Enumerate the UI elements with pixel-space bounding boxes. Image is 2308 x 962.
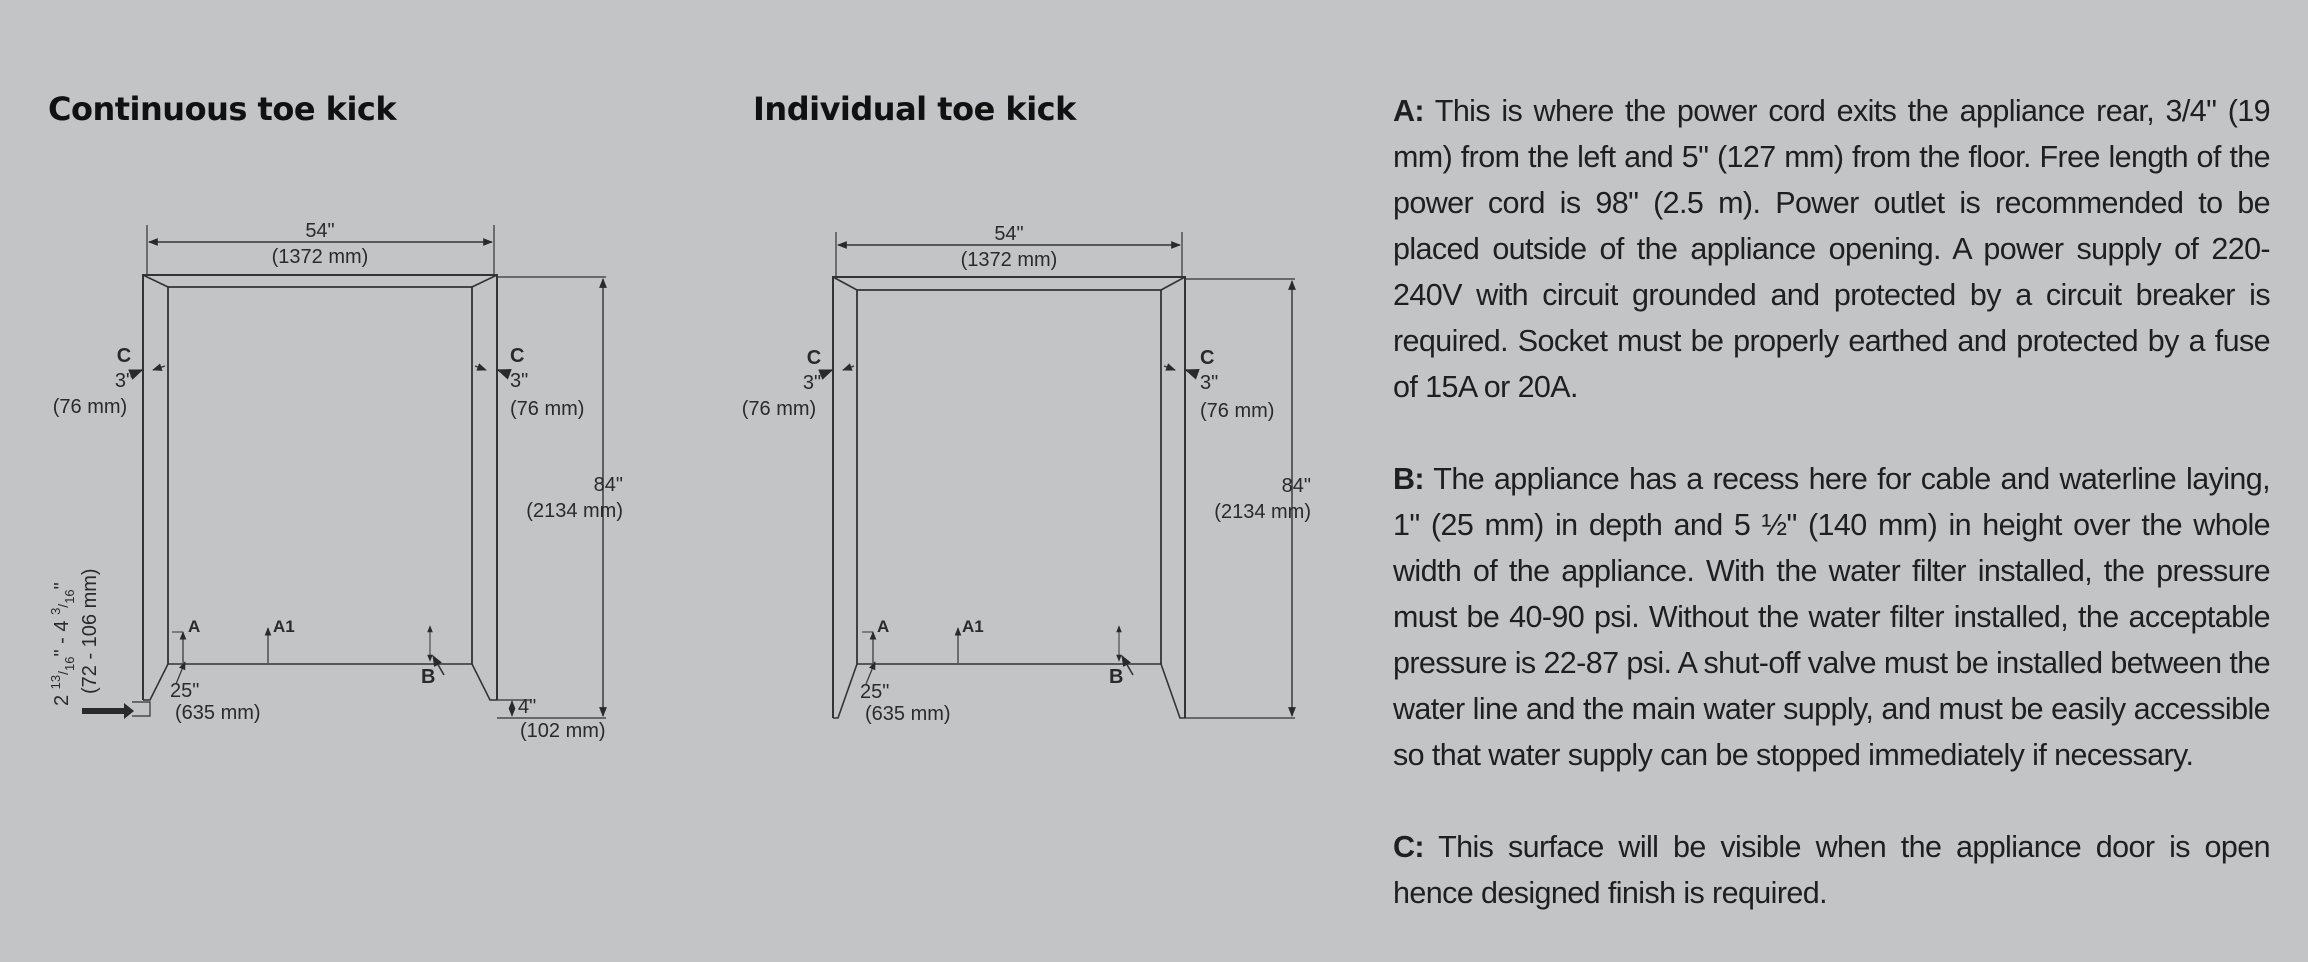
toe-kick-range-label-mm: (72 - 106 mm) (79, 568, 101, 694)
width-label-in: 54" (305, 220, 335, 242)
right-foot (472, 664, 497, 700)
note-c (1393, 824, 2270, 916)
toe-kick-label-mm: (102 mm) (520, 720, 606, 742)
width-label-mm: (1372 mm) (271, 246, 369, 268)
b-label: B (421, 666, 436, 688)
note-a-key: A: (1393, 94, 1424, 128)
side-label-left-mm: (76 mm) (741, 398, 817, 420)
frame-outer (833, 277, 1185, 718)
c-arrow-right-inner (1164, 366, 1175, 370)
toe-kick-recess (132, 702, 150, 716)
toe-kick-range-label-in (48, 582, 77, 706)
height-label-in: 84" (1281, 475, 1311, 497)
note-b-text: The appliance has a recess here for cable and waterline laying, 1" (25 mm) in depth and 5 ½" (140 mm) in height over the whole width of the appliance. With the water filter installed, the pressure must be 40-90 psi. Without the water filter installed, the acceptable pressure is 22-87 psi. A shut-off valve must be installed between the water line and the main water supply, and must be easily accessible so that water supply can be stopped immediately if necessary. (1393, 462, 2270, 772)
side-label-left-in: 3" (114, 370, 134, 392)
frame-mitre-left (833, 277, 857, 290)
side-label-left-mm: (76 mm) (52, 396, 128, 418)
side-label-right-in: 3" (1200, 372, 1219, 394)
frame-inner (168, 287, 472, 664)
continuous-toe-kick-title: Continuous toe kick (48, 90, 397, 128)
c-arrow-left-inner (153, 366, 165, 370)
c-label-left: C (116, 345, 132, 367)
c-arrow-left-outer (822, 370, 832, 374)
c-label-right: C (1200, 347, 1215, 369)
individual-toe-kick-title: Individual toe kick (753, 90, 1076, 128)
note-c-text: This surface will be visible when the appliance door is open hence designed finish is required. (1393, 830, 2270, 910)
a-label: A (188, 617, 201, 636)
height-label-mm: (2134 mm) (1214, 501, 1311, 523)
note-b-key: B: (1393, 462, 1424, 496)
left-foot (143, 664, 168, 700)
depth-label-mm: (635 mm) (865, 703, 951, 725)
depth-label-in: 25" (170, 680, 200, 702)
individual-labels (742, 223, 1311, 725)
c-label-right: C (510, 345, 525, 367)
depth-label-in: 25" (860, 681, 890, 703)
height-label-in: 84" (593, 474, 623, 496)
b-arrow (1122, 656, 1133, 675)
note-c-key: C: (1393, 830, 1424, 864)
side-label-right-mm: (76 mm) (510, 398, 585, 420)
width-label-in: 54" (994, 223, 1024, 245)
frame-outer (143, 275, 497, 700)
left-foot (833, 664, 857, 718)
notes-panel (1393, 88, 2270, 962)
toe-kick-range-arrow (82, 703, 134, 719)
frame-mitre-left (143, 275, 168, 287)
frame-mitre-right (1161, 277, 1185, 290)
width-label-mm: (1372 mm) (960, 249, 1058, 271)
a1-label: A1 (273, 617, 295, 636)
a-label: A (877, 617, 890, 636)
continuous-toe-kick-diagram (82, 225, 606, 719)
note-a (1393, 88, 2270, 410)
c-label-left: C (806, 347, 822, 369)
side-label-left-in: 3" (802, 372, 822, 394)
c-arrow-right-inner (475, 366, 486, 370)
side-label-right-mm: (76 mm) (1200, 400, 1275, 422)
b-label: B (1109, 666, 1124, 688)
a1-label: A1 (962, 617, 984, 636)
height-label-mm: (2134 mm) (526, 500, 623, 522)
frame-mitre-right (472, 275, 497, 287)
toe-kick-label-in: 4" (518, 696, 537, 718)
c-arrow-right-outer (498, 370, 509, 374)
c-arrow-right-outer (1186, 370, 1197, 374)
side-label-right-in: 3" (510, 370, 529, 392)
frame-inner (857, 290, 1161, 664)
svg-text:2 13/16" - 4 3/16": 2 $^{13}_{/16}$" - 4 $^3_{/16}$" (48, 582, 77, 706)
note-a-text: This is where the power cord exits the appliance rear, 3/4" (19 mm) from the left and 5" (127 mm) from the floor. Free length of the power cord is 98" (2.5 m). Power outlet is recommended to be placed outside of the appliance opening. A power supply of 220-240V with circuit grounded and protected by a circuit breaker is required. Socket must be properly earthed and protected by a fuse of 15A or 20A. (1393, 94, 2270, 404)
c-arrow-left-inner (843, 366, 854, 370)
c-arrow-left-outer (132, 370, 142, 374)
note-b (1393, 456, 2270, 778)
right-foot (1161, 664, 1185, 718)
depth-label-mm: (635 mm) (175, 702, 261, 724)
individual-toe-kick-diagram (822, 232, 1295, 718)
